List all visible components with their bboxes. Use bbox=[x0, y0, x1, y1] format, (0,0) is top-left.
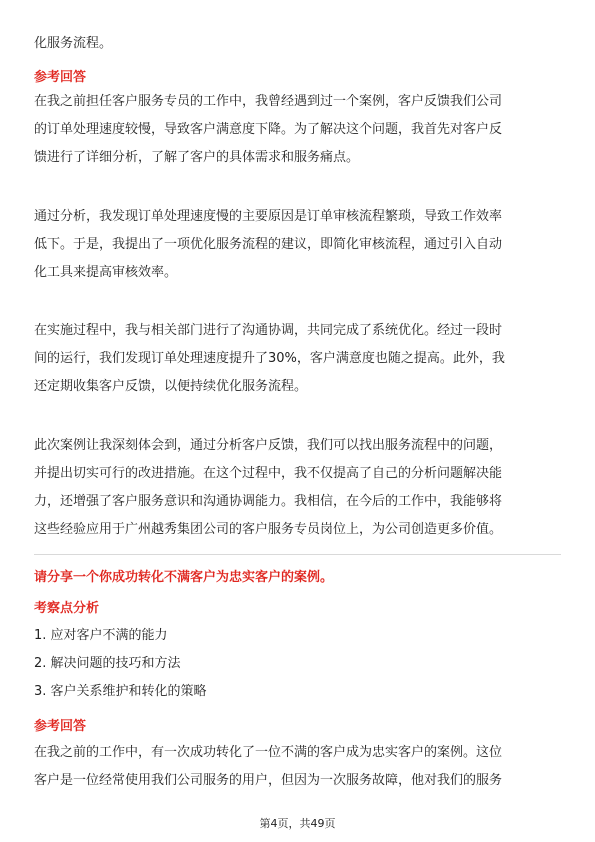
analysis-heading: 考察点分析 bbox=[34, 601, 100, 616]
answer1-paragraph-4-line-2: 并提出切实可行的改进措施。在这个过程中，我不仅提高了自己的分析问题解决能 bbox=[34, 466, 503, 481]
question-2: 请分享一个你成功转化不满客户为忠实客户的案例。 bbox=[34, 570, 334, 585]
continuation-line: 化服务流程。 bbox=[34, 36, 113, 51]
answer1-paragraph-3-line-1: 在实施过程中，我与相关部门进行了沟通协调，共同完成了系统优化。经过一段时 bbox=[34, 323, 503, 338]
answer1-paragraph-3-line-3: 还定期收集客户反馈，以便持续优化服务流程。 bbox=[34, 379, 308, 394]
answer1-paragraph-4-line-4: 这些经验应用于广州越秀集团公司的客户服务专员岗位上，为公司创造更多价值。 bbox=[34, 522, 503, 537]
answer2-paragraph-1-line-2: 客户是一位经常使用我们公司服务的用户，但因为一次服务故障，他对我们的服务 bbox=[34, 773, 503, 788]
answer1-paragraph-2-line-3: 化工具来提高审核效率。 bbox=[34, 265, 178, 280]
answer-heading-2: 参考回答 bbox=[34, 719, 87, 734]
analysis-item-2: 2. 解决问题的技巧和方法 bbox=[34, 656, 181, 671]
answer1-paragraph-3-line-2: 间的运行，我们发现订单处理速度提升了30%，客户满意度也随之提高。此外，我 bbox=[34, 351, 505, 366]
answer1-paragraph-4-line-1: 此次案例让我深刻体会到，通过分析客户反馈，我们可以找出服务流程中的问题， bbox=[34, 438, 503, 453]
answer1-paragraph-1-line-2: 的订单处理速度较慢，导致客户满意度下降。为了解决这个问题，我首先对客户反 bbox=[34, 122, 503, 137]
answer1-paragraph-4-line-3: 力，还增强了客户服务意识和沟通协调能力。我相信，在今后的工作中，我能够将 bbox=[34, 494, 503, 509]
analysis-item-3: 3. 客户关系维护和转化的策略 bbox=[34, 684, 207, 699]
section-divider bbox=[34, 554, 561, 555]
answer1-paragraph-2-line-2: 低下。于是，我提出了一项优化服务流程的建议，即简化审核流程，通过引入自动 bbox=[34, 237, 503, 252]
analysis-item-1: 1. 应对客户不满的能力 bbox=[34, 628, 168, 643]
answer-heading-1: 参考回答 bbox=[34, 70, 87, 85]
answer1-paragraph-1-line-1: 在我之前担任客户服务专员的工作中，我曾经遇到过一个案例，客户反馈我们公司 bbox=[34, 94, 503, 109]
answer1-paragraph-2-line-1: 通过分析，我发现订单处理速度慢的主要原因是订单审核流程繁琐，导致工作效率 bbox=[34, 209, 503, 224]
answer1-paragraph-1-line-3: 馈进行了详细分析，了解了客户的具体需求和服务痛点。 bbox=[34, 150, 360, 165]
page-number-footer: 第4页，共49页 bbox=[259, 817, 336, 830]
document-page bbox=[34, 0, 561, 842]
answer2-paragraph-1-line-1: 在我之前的工作中，有一次成功转化了一位不满的客户成为忠实客户的案例。这位 bbox=[34, 745, 503, 760]
